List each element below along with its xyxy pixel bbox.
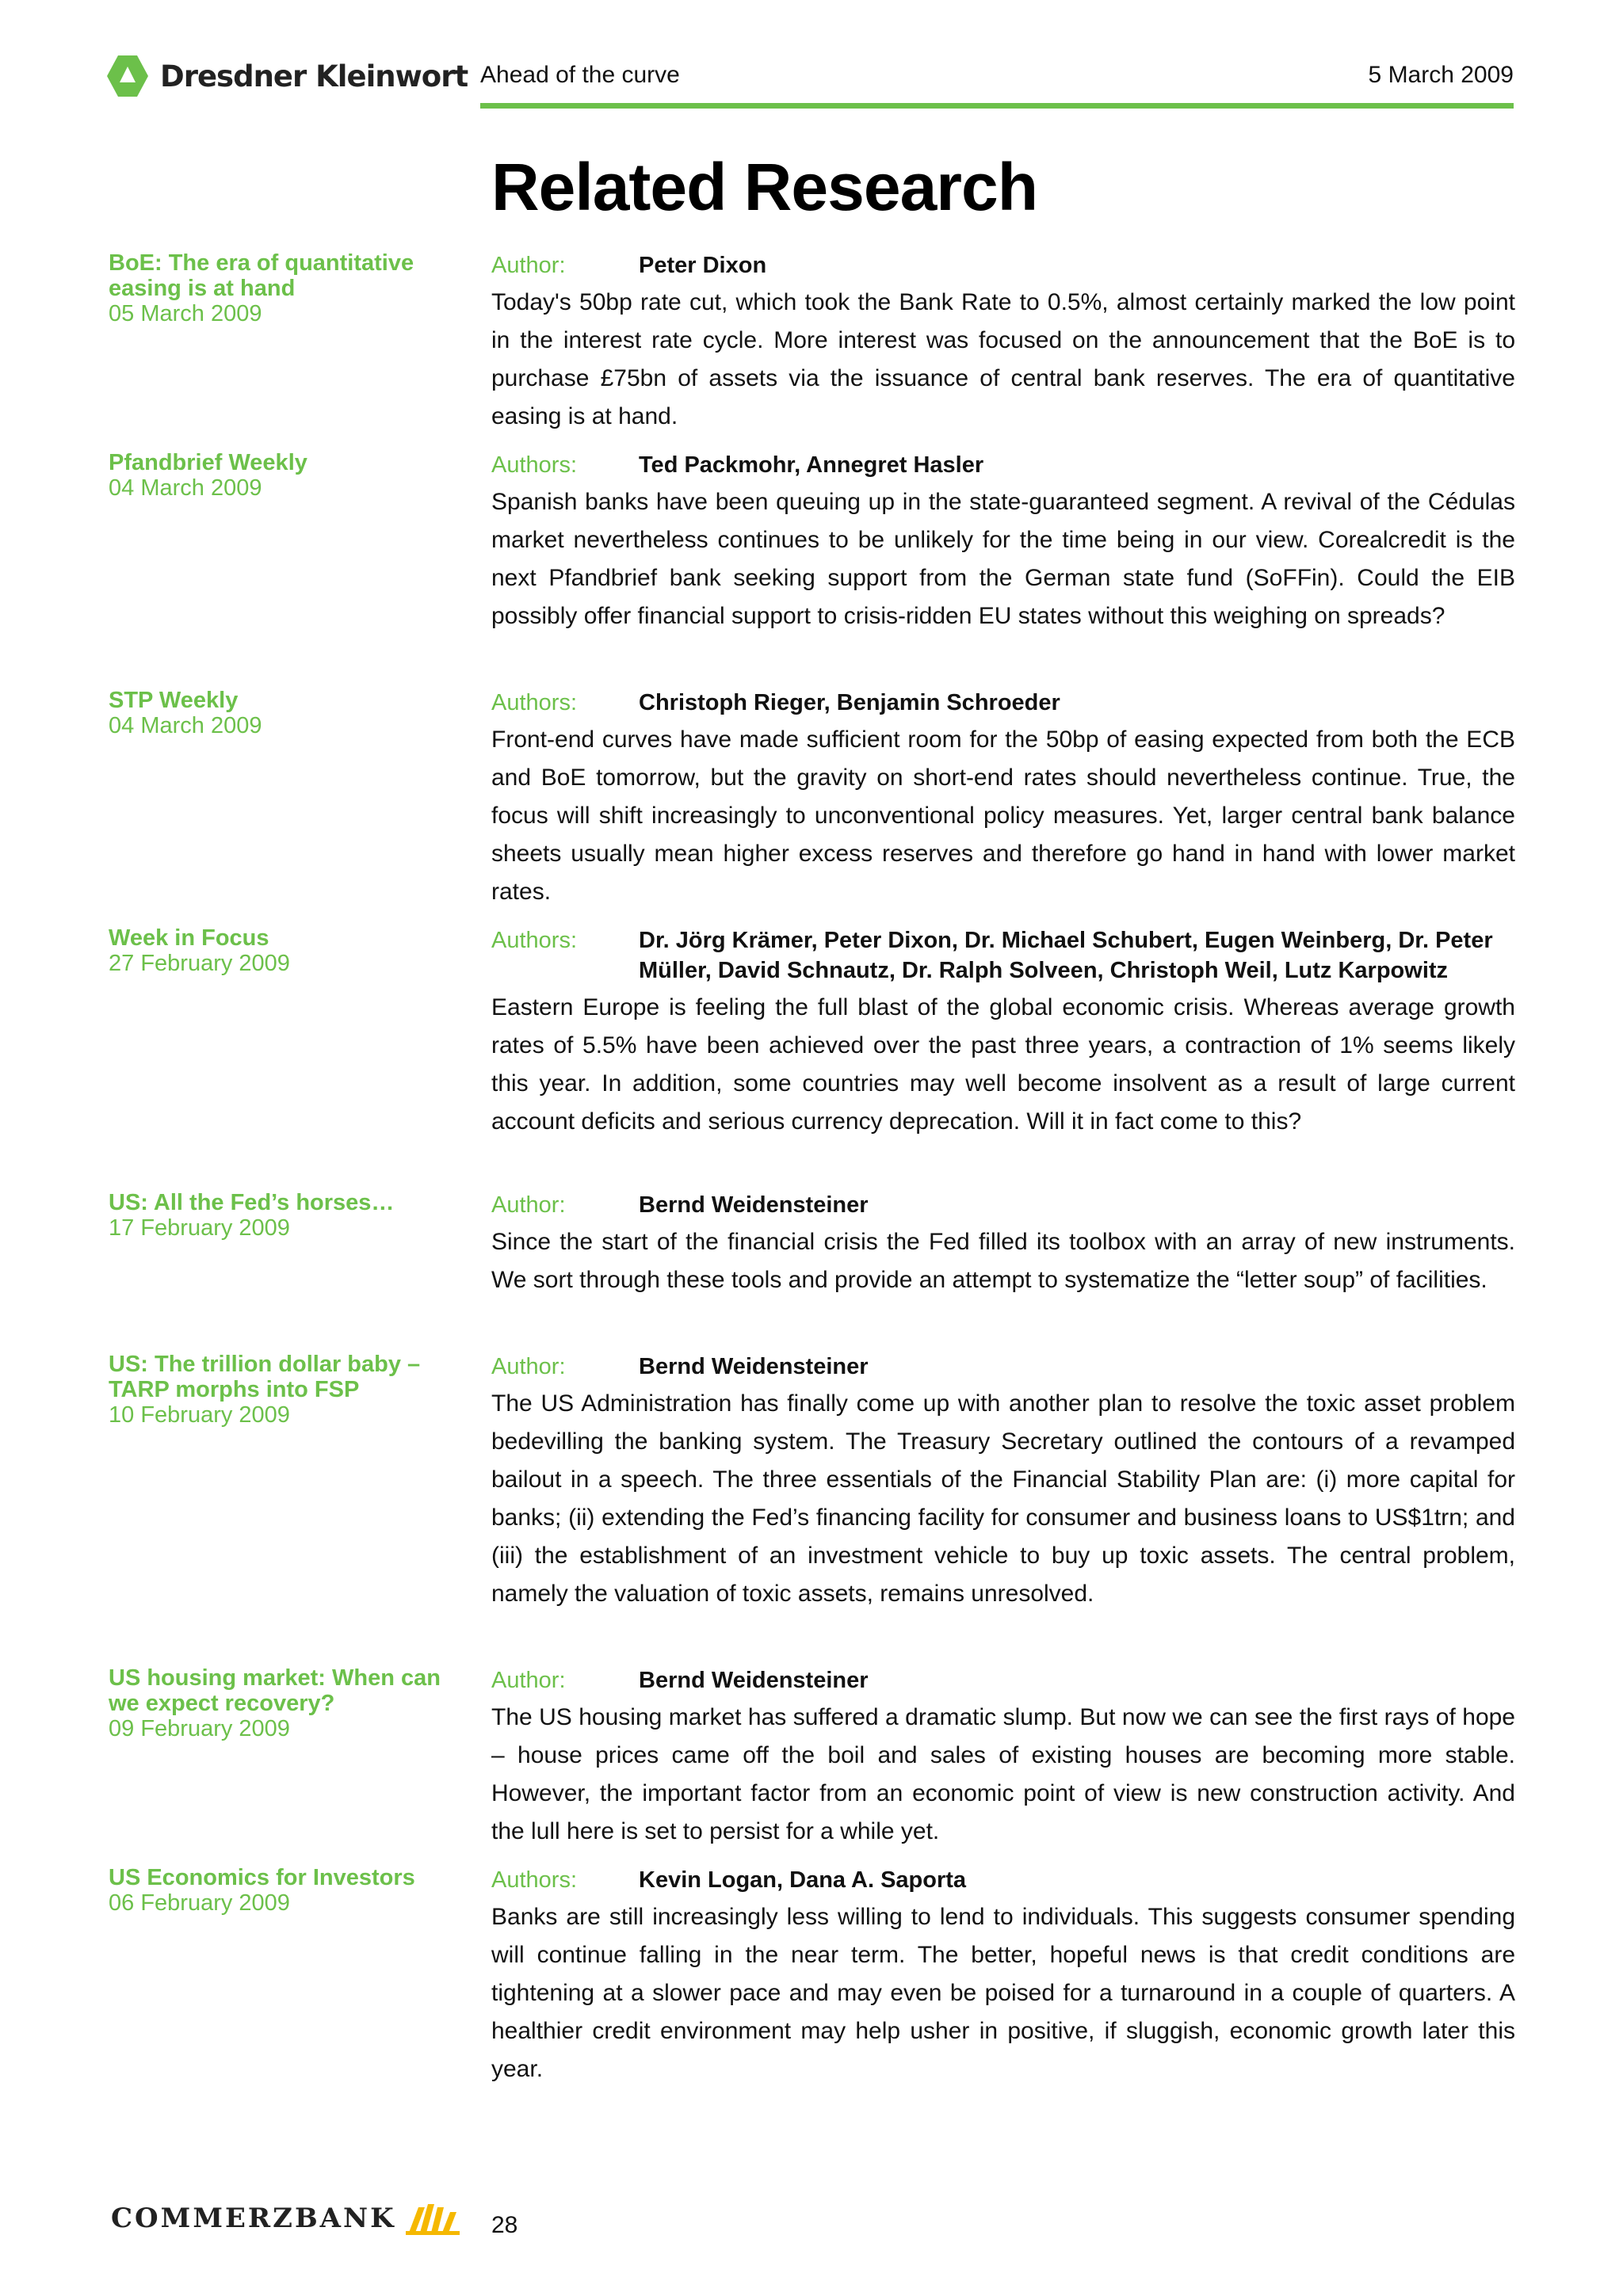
entry-abstract: Today's 50bp rate cut, which took the Bank Rate to 0.5%, almost certainly marked the low point in the interest rate cycle. More interest was focused on the announcement that the BoE is to purchase £75bn of assets via the issuance of central bank reserves. The era of quantitative easing is at hand. <box>491 289 1515 429</box>
entry-date: 04 March 2009 <box>109 713 262 738</box>
commerzbank-logo <box>111 2201 461 2236</box>
author-label: Author: <box>491 253 566 278</box>
author-names: Bernd Weidensteiner <box>639 1192 869 1218</box>
author-row <box>491 688 1515 718</box>
footer-logo-text: COMMERZBANK <box>111 2203 396 2234</box>
entry-abstract: Front-end curves have made sufficient room for the 50bp of easing expected from both the ECB and BoE tomorrow, but the gravity on short-end rates should nevertheless continue. True, the focus will shift increasingly to unconventional policy measures. Yet, larger central bank balance sheets usually mean higher excess reserves and therefore go hand in hand with lower market rates. <box>491 727 1515 905</box>
entry-title-link[interactable]: US housing market: When can we expect recovery? <box>109 1665 441 1716</box>
author-label: Author: <box>491 1668 566 1693</box>
author-row <box>491 250 1515 280</box>
entry-date: 27 February 2009 <box>109 951 290 976</box>
entry-main <box>491 1665 1515 1851</box>
entry-main <box>491 925 1515 1141</box>
entry-abstract: The US Administration has finally come up with another plan to resolve the toxic asset problem bedevilling the banking system. The Treasury Secretary outlined the contours of a revamped bailout in a speech. The three essentials of the Financial Stability Plan are: (i) more capital for banks; (ii) extending the Fed’s financing facility for consumer and business loans to US$1trn; and (iii) the establishment of an investment vehicle to buy up toxic assets. The central problem, namely the valuation of toxic assets, remains unresolved. <box>491 1390 1515 1607</box>
entry-sidebar <box>109 450 449 501</box>
author-names: Peter Dixon <box>639 253 767 278</box>
entry-main <box>491 1352 1515 1613</box>
entry-date: 17 February 2009 <box>109 1215 290 1241</box>
entry-main <box>491 450 1515 635</box>
entry-title-link[interactable]: STP Weekly <box>109 688 239 713</box>
author-label: Authors: <box>491 1867 577 1893</box>
author-row <box>491 450 1515 480</box>
author-names: Christoph Rieger, Benjamin Schroeder <box>639 690 1060 715</box>
author-label: Author: <box>491 1354 566 1379</box>
author-names: Bernd Weidensteiner <box>639 1354 869 1379</box>
entry-sidebar <box>109 1190 449 1241</box>
brand-name: Dresdner Kleinwort <box>160 59 468 93</box>
entry-main <box>491 688 1515 911</box>
entry-date: 04 March 2009 <box>109 475 262 501</box>
entry-main <box>491 1190 1515 1299</box>
author-label: Authors: <box>491 690 577 715</box>
author-label: Authors: <box>491 452 577 478</box>
entry-title-link[interactable]: Week in Focus <box>109 925 269 951</box>
author-names: Dr. Jörg Krämer, Peter Dixon, Dr. Michael Schubert, Eugen Weinberg, Dr. Peter Müller, David Schnautz, Dr. Ralph Solveen, Christoph Weil, Lutz Karpowitz <box>639 928 1493 983</box>
entry-sidebar <box>109 1352 449 1428</box>
entry-title-link[interactable]: US: The trillion dollar baby – TARP morphs into FSP <box>109 1352 421 1402</box>
entry-abstract: Eastern Europe is feeling the full blast of the global economic crisis. Whereas average growth rates of 5.5% have been achieved over the past three years, a contraction of 1% seems likely this year. In addition, some countries may well become insolvent as a result of large current account deficits and serious currency deprecation. Will it in fact come to this? <box>491 994 1515 1135</box>
entry-title-link[interactable]: US Economics for Investors <box>109 1865 415 1890</box>
entry-date: 06 February 2009 <box>109 1890 290 1916</box>
entry-sidebar <box>109 1865 449 1916</box>
author-label: Authors: <box>491 928 577 953</box>
author-names: Kevin Logan, Dana A. Saporta <box>639 1867 967 1893</box>
commerzbank-ribbon-icon <box>404 2201 461 2236</box>
author-row <box>491 925 1515 986</box>
entry-title-link[interactable]: Pfandbrief Weekly <box>109 450 307 475</box>
page-title: Related Research <box>491 150 1038 224</box>
author-row <box>491 1865 1515 1895</box>
author-names: Bernd Weidensteiner <box>639 1668 869 1693</box>
header-rule <box>480 103 1514 109</box>
entry-title-link[interactable]: US: All the Fed’s horses… <box>109 1190 395 1215</box>
entry-main <box>491 1865 1515 2088</box>
author-label: Author: <box>491 1192 566 1218</box>
entry-sidebar <box>109 250 449 326</box>
entry-date: 09 February 2009 <box>109 1716 290 1741</box>
entry-sidebar <box>109 688 449 738</box>
entry-abstract: Since the start of the financial crisis the Fed filled its toolbox with an array of new instruments. We sort through these tools and provide an attempt to systematize the “letter soup” of facilities. <box>491 1229 1515 1293</box>
author-row <box>491 1665 1515 1695</box>
entry-abstract: The US housing market has suffered a dramatic slump. But now we can see the first rays of hope – house prices came off the boil and sales of existing houses are becoming more stable. However, the important factor from an economic point of view is new construction activity. And the lull here is set to persist for a while yet. <box>491 1704 1515 1844</box>
entry-sidebar <box>109 1665 449 1741</box>
dresdner-logo-icon <box>106 54 149 98</box>
entry-abstract: Spanish banks have been queuing up in the state-guaranteed segment. A revival of the Cédulas market nevertheless continues to be unlikely for the time being in our view. Corealcredit is the next Pfandbrief bank seeking support from the German state fund (SoFFin). Could the EIB possibly offer financial support to crisis-ridden EU states without this weighing on spreads? <box>491 489 1515 629</box>
author-row <box>491 1352 1515 1382</box>
page-number: 28 <box>491 2212 518 2238</box>
entry-date: 10 February 2009 <box>109 1402 290 1428</box>
entry-abstract: Banks are still increasingly less willing to lend to individuals. This suggests consumer spending will continue falling in the near term. The better, hopeful news is that credit conditions are tightening at a slower pace and may even be poised for a turnaround in a couple of quarters. A healthier credit environment may help usher in positive, if sluggish, economic growth later this year. <box>491 1904 1515 2082</box>
dresdner-kleinwort-logo <box>106 54 468 98</box>
author-row <box>491 1190 1515 1220</box>
entry-sidebar <box>109 925 449 976</box>
entry-date: 05 March 2009 <box>109 301 262 326</box>
entry-main <box>491 250 1515 436</box>
entry-title-link[interactable]: BoE: The era of quantitative easing is at hand <box>109 250 414 301</box>
author-names: Ted Packmohr, Annegret Hasler <box>639 452 984 478</box>
header-date: 5 March 2009 <box>1368 62 1514 88</box>
header-title: Ahead of the curve <box>480 62 680 88</box>
